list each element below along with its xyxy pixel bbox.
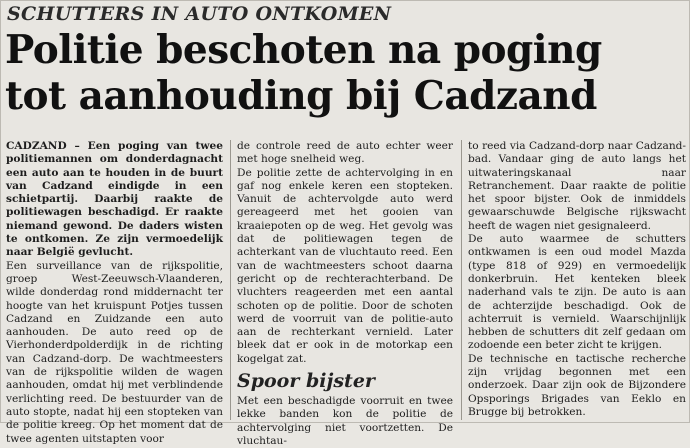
article-subhead: Spoor bijster [237,370,375,393]
article-kicker: SCHUTTERS IN AUTO ONTKOMEN [7,3,392,25]
body-paragraph: De auto waarmee de schutters ontkwamen is een oud model Mazda (type 818 of 929) en vermoedelijk donkerbruin. Het kenteken bleek naderhand vals te zijn. De auto is aan de achterzijde beschadigd. Ook de achterruit is vernield. Waarschijnlijk hebben de schutters dit zelf gedaan om zodoende een beter zicht te krijgen. [468,233,686,352]
body-paragraph: de controle reed de auto echter weer met hoge snelheid weg. [237,140,453,166]
article-headline [5,27,687,119]
column-1 [6,140,223,446]
body-paragraph: Met een beschadigde voorruit en twee lekke banden kon de politie de achtervolging niet voortzetten. De vluchtau- [237,395,453,447]
body-paragraph: Een surveillance van de rijkspolitie, groep West-Zeeuwsch-Vlaanderen, wilde donderdag rond middernacht ter hoogte van het kruispunt Potjes tussen Cadzand en Zuidzande een auto aanhouden. De auto reed op de Vierhonderdpolderdijk in de richting van Cadzand-dorp. De wachtmeesters van de rijkspolitie wilden de wagen aanhouden, omdat hij met verblindende verlichting reed. De bestuurder van de auto stopte, nadat hij een stopteken van de politie kreeg. Op het moment dat de twee agenten uitstapten voor [6,259,223,445]
headline-line-1: Politie beschoten na poging [5,27,602,73]
column-divider [461,140,462,420]
column-divider [230,140,231,420]
body-paragraph: De technische en tactische recherche zijn vrijdag begonnen met een onderzoek. Daar zijn ook de Bijzondere Opsporings Brigades van Eeklo en Brugge bij betrokken. [468,352,686,418]
body-paragraph: to reed via Cadzand-dorp naar Cadzand-bad. Vandaar ging de auto langs het uitwateringskanaal naar Retranchement. Daar raakte de politie het spoor bijster. Ook de inmiddels gewaarschuwde Belgische rijkswacht heeft de wagen niet gesignaleerd. [468,140,686,232]
headline-line-2: tot aanhouding bij Cadzand [5,73,597,119]
lead-paragraph: CADZAND – Een poging van twee politiemannen om donderdagnacht een auto aan te houden in de buurt van Cadzand eindigde in een schietpartij. Daarbij raakte de politiewagen beschadigd. Er raakte niemand gewond. De daders wisten te ontkomen. Ze zijn vermoedelijk naar België gevlucht. [6,140,223,259]
body-paragraph: De politie zette de achtervolging in en gaf nog enkele keren een stopteken. Vanuit de achtervolgde auto werd gereageerd met het gooien van kraaiepoten op de weg. Het gevolg was dat de politiewagen tegen de achterkant van de vluchtauto reed. Een van de wachtmeesters schoot daarna gericht op de rechterachterband. De vluchters reageerden met een aantal schoten op de politie. Door de schoten werd de voorruit van de politie-auto aan de rechterkant vernield. Later bleek dat er ook in de motorkap een kogelgat zat. [237,166,453,365]
column-3 [468,140,686,419]
column-2 [237,140,453,448]
